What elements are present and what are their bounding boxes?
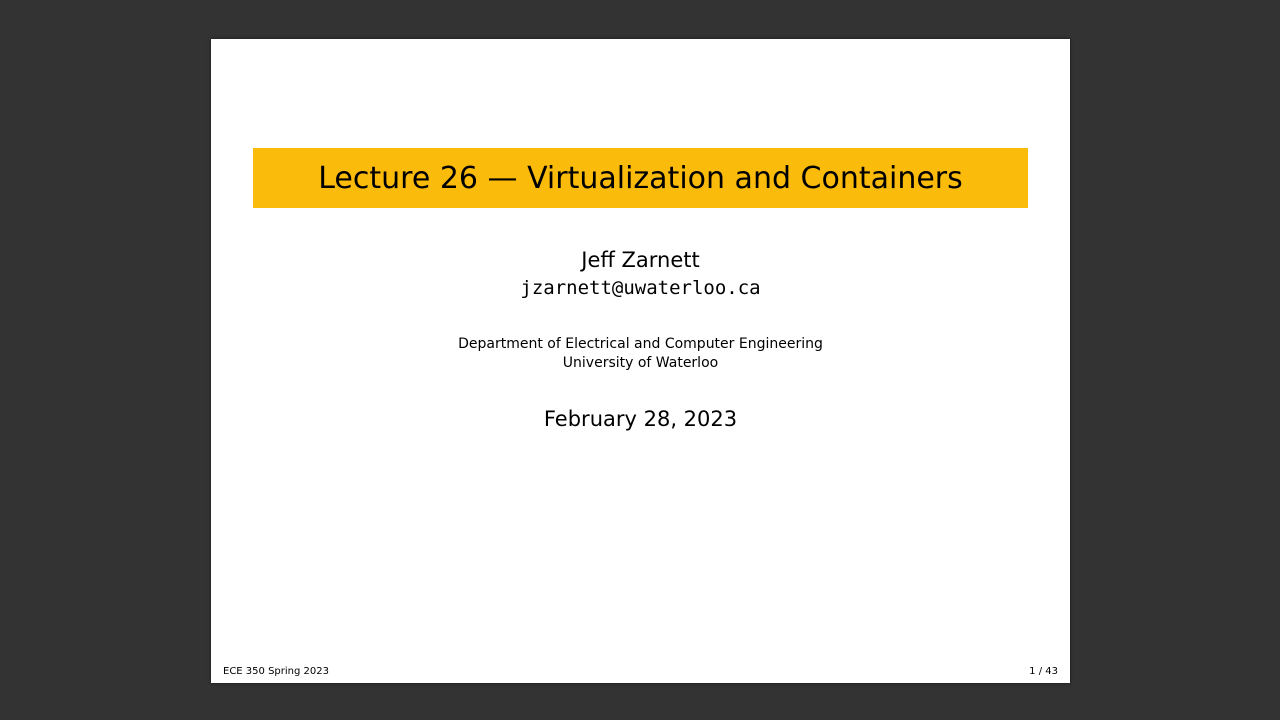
footer-page-number: 1 / 43: [1029, 666, 1058, 677]
title-banner: [253, 148, 1028, 208]
author-name: Jeff Zarnett: [581, 248, 700, 272]
author-email: jzarnett@uwaterloo.ca: [520, 277, 761, 299]
slide[interactable]: [211, 39, 1070, 683]
lecture-date: February 28, 2023: [543, 407, 738, 431]
slide-title: Lecture 26 — Virtualization and Containers: [318, 160, 963, 196]
department: Department of Electrical and Computer Engineering: [458, 336, 823, 352]
footer-course: ECE 350 Spring 2023: [223, 666, 329, 677]
university: University of Waterloo: [562, 355, 719, 371]
